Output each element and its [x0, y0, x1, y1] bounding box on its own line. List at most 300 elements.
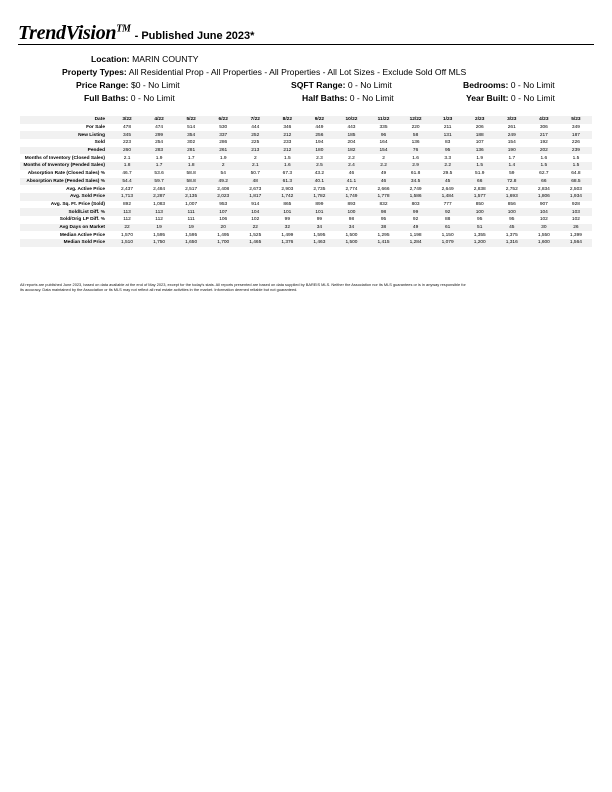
table-row [20, 201, 592, 209]
table-cell: 865 [271, 201, 303, 209]
table-cell: 302 [175, 139, 207, 147]
table-cell: 3.3 [432, 154, 464, 162]
table-row [20, 154, 592, 162]
table-cell: 1,484 [432, 193, 464, 201]
table-row [20, 147, 592, 155]
table-cell: 46 [368, 178, 400, 186]
table-cell: 2.5 [303, 162, 335, 170]
criteria-label: Price Range: [76, 80, 129, 90]
table-cell: 856 [496, 201, 528, 209]
table-cell: 1,499 [271, 231, 303, 239]
table-cell: 40.1 [303, 178, 335, 186]
table-cell: 107 [207, 208, 239, 216]
table-cell: 22 [111, 224, 143, 232]
table-cell: 20 [207, 224, 239, 232]
table-row [20, 224, 592, 232]
table-cell: 104 [239, 208, 271, 216]
table-cell: 22 [239, 224, 271, 232]
table-cell: 1,782 [303, 193, 335, 201]
table-cell: 45 [496, 224, 528, 232]
table-cell: 892 [111, 201, 143, 209]
table-cell: 164 [368, 139, 400, 147]
table-cell: 256 [303, 131, 335, 139]
table-cell: 239 [560, 147, 592, 155]
table-cell: 51.9 [464, 170, 496, 178]
table-cell: 100 [335, 208, 367, 216]
table-cell: 2,673 [239, 185, 271, 193]
table-cell: 1,595 [303, 231, 335, 239]
column-header-month: 8/22 [271, 116, 303, 124]
row-label: Sold/Orig LP Diff. % [20, 216, 111, 224]
table-cell: 98 [335, 216, 367, 224]
table-row [20, 162, 592, 170]
table-cell: 106 [207, 216, 239, 224]
table-cell: 261 [207, 147, 239, 155]
table-cell: 53.6 [143, 170, 175, 178]
table-cell: 64.8 [560, 170, 592, 178]
table-cell: 1,150 [432, 231, 464, 239]
table-cell: 83 [432, 139, 464, 147]
criteria-label: Bedrooms: [463, 80, 509, 90]
table-cell: 2,135 [175, 193, 207, 201]
table-cell: 102 [560, 216, 592, 224]
table-cell: 1,399 [560, 231, 592, 239]
table-cell: 514 [175, 124, 207, 132]
table-cell: 1.5 [464, 162, 496, 170]
table-cell: 211 [432, 124, 464, 132]
table-cell: 51 [464, 224, 496, 232]
table-cell: 2,287 [143, 193, 175, 201]
column-header-month: 2/23 [464, 116, 496, 124]
table-cell: 2 [207, 162, 239, 170]
table-cell: 1,007 [175, 201, 207, 209]
table-cell: 1.5 [560, 162, 592, 170]
table-cell: 1.6 [271, 162, 303, 170]
table-cell: 233 [271, 139, 303, 147]
row-label: Avg. Sq. Ft. Price (Sold) [20, 201, 111, 209]
table-cell: 349 [560, 124, 592, 132]
table-cell: 1.9 [143, 154, 175, 162]
table-cell: 1,750 [143, 239, 175, 247]
criteria-value: 0 - No Limit [510, 93, 555, 103]
table-cell: 2.1 [239, 162, 271, 170]
table-row [20, 131, 592, 139]
disclaimer-line: All reports are published June 2023, based on data available at the end of May 2023, except for the today's stats. All reports presented are based on data supplied by BAREIS MLS. Neither the Association nor its MLS guarantees or is in anyway responsible for [20, 282, 466, 287]
table-cell: 99 [303, 216, 335, 224]
column-header-month: 12/22 [400, 116, 432, 124]
table-cell: 2,649 [432, 185, 464, 193]
table-cell: 131 [432, 131, 464, 139]
table-cell: 223 [111, 139, 143, 147]
table-row [20, 208, 592, 216]
table-row [20, 170, 592, 178]
table-cell: 893 [335, 201, 367, 209]
table-cell: 180 [303, 147, 335, 155]
disclaimer-line: its accuracy. Data maintained by the Association or its MLS may not reflect all real estate activities in the market. Information deemed reliable but not guaranteed. [20, 287, 298, 293]
table-cell: 92 [400, 216, 432, 224]
table-cell: 1,586 [400, 193, 432, 201]
criteria-label: Year Built: [466, 93, 509, 103]
table-cell: 26 [560, 224, 592, 232]
table-row [20, 193, 592, 201]
table-cell: 1,465 [239, 239, 271, 247]
criteria-value: 0 - No Limit [347, 80, 392, 90]
table-cell: 444 [239, 124, 271, 132]
table-cell: 1,700 [207, 239, 239, 247]
table-cell: 2,437 [111, 185, 143, 193]
table-cell: 953 [207, 201, 239, 209]
table-cell: 1.7 [143, 162, 175, 170]
column-header-month: 3/23 [496, 116, 528, 124]
table-cell: 1,463 [303, 239, 335, 247]
table-cell: 1,595 [143, 231, 175, 239]
table-cell: 2,774 [335, 185, 367, 193]
table-cell: 2 [239, 154, 271, 162]
table-cell: 914 [239, 201, 271, 209]
trendvision-logo [18, 22, 131, 45]
table-cell: 62.7 [528, 170, 560, 178]
table-cell: 1,713 [111, 193, 143, 201]
table-cell: 2.2 [335, 154, 367, 162]
table-header-row [20, 116, 592, 124]
criteria-label: Half Baths: [302, 93, 348, 103]
row-label: Sold/List Diff. % [20, 208, 111, 216]
table-cell: 49 [368, 170, 400, 178]
table-cell: 283 [143, 147, 175, 155]
row-label: New Listing [20, 131, 111, 139]
table-cell: 2,023 [207, 193, 239, 201]
table-cell: 54 [207, 170, 239, 178]
row-label: Sold [20, 139, 111, 147]
criteria-value: $0 - No Limit [130, 80, 180, 90]
row-label: Avg Days on Market [20, 224, 111, 232]
table-cell: 2.4 [335, 162, 367, 170]
criteria-value: All Residential Prop - All Properties - All Properties - All Lot Sizes - Exclude Sold Off MLS [128, 67, 467, 77]
table-cell: 1,595 [175, 231, 207, 239]
table-cell: 103 [560, 208, 592, 216]
table-cell: 1,778 [368, 193, 400, 201]
table-cell: 34.5 [400, 178, 432, 186]
table-cell: 188 [464, 131, 496, 139]
table-cell: 66 [528, 178, 560, 186]
table-cell: 58.8 [175, 178, 207, 186]
table-cell: 67.3 [271, 170, 303, 178]
table-cell: 2,838 [464, 185, 496, 193]
table-cell: 59 [496, 170, 528, 178]
table-cell: 346 [271, 124, 303, 132]
table-cell: 907 [528, 201, 560, 209]
criteria-bedrooms [463, 80, 555, 90]
table-cell: 104 [528, 208, 560, 216]
table-cell: 100 [464, 208, 496, 216]
logo-trademark: TM [116, 23, 131, 35]
table-cell: 2,408 [207, 185, 239, 193]
table-cell: 1,525 [239, 231, 271, 239]
table-cell: 2,517 [175, 185, 207, 193]
disclaimer-footnote [20, 282, 592, 292]
table-cell: 1,742 [271, 193, 303, 201]
table-cell: 1.5 [271, 154, 303, 162]
table-cell: 2,503 [560, 185, 592, 193]
table-cell: 1,295 [368, 231, 400, 239]
table-cell: 204 [335, 139, 367, 147]
logo-text: TrendVision [18, 22, 117, 44]
row-label: For Sale [20, 124, 111, 132]
table-cell: 202 [528, 147, 560, 155]
table-cell: 1,577 [464, 193, 496, 201]
table-cell: 34 [303, 224, 335, 232]
table-cell: 225 [239, 139, 271, 147]
table-cell: 443 [335, 124, 367, 132]
criteria-label: Full Baths: [84, 93, 129, 103]
table-cell: 1,198 [400, 231, 432, 239]
table-cell: 49.2 [207, 178, 239, 186]
table-cell: 43.2 [303, 170, 335, 178]
column-header-month: 4/22 [143, 116, 175, 124]
table-cell: 102 [528, 216, 560, 224]
table-cell: 213 [239, 147, 271, 155]
table-cell: 154 [496, 139, 528, 147]
criteria-label: SQFT Range: [291, 80, 346, 90]
table-cell: 1.6 [400, 154, 432, 162]
table-cell: 2.3 [303, 154, 335, 162]
table-cell: 187 [560, 131, 592, 139]
table-cell: 41.1 [335, 178, 367, 186]
row-label: Absorption Rate (Pended Sales) % [20, 178, 111, 186]
criteria-year-built [466, 93, 555, 103]
table-cell: 61.3 [271, 178, 303, 186]
table-cell: 88 [432, 216, 464, 224]
table-cell: 113 [143, 208, 175, 216]
table-row [20, 178, 592, 186]
criteria-sqft-range [291, 80, 392, 90]
column-header-month: 9/22 [303, 116, 335, 124]
criteria-value: MARIN COUNTY [132, 54, 199, 64]
table-row [20, 231, 592, 239]
table-cell: 154 [368, 147, 400, 155]
table-cell: 46.7 [111, 170, 143, 178]
table-cell: 136 [464, 147, 496, 155]
row-label: Months of Inventory (Closed Sales) [20, 154, 111, 162]
table-cell: 2.9 [400, 162, 432, 170]
table-cell: 68.5 [560, 178, 592, 186]
criteria-value: 0 - No Limit [510, 80, 555, 90]
table-cell: 113 [111, 208, 143, 216]
table-cell: 252 [239, 131, 271, 139]
table-cell: 249 [496, 131, 528, 139]
table-cell: 96 [368, 131, 400, 139]
table-cell: 46 [335, 170, 367, 178]
table-cell: 101 [303, 208, 335, 216]
table-cell: 299 [143, 131, 175, 139]
table-cell: 306 [528, 124, 560, 132]
table-cell: 1.5 [560, 154, 592, 162]
row-label: Avg. Active Price [20, 185, 111, 193]
column-header-month: 5/22 [175, 116, 207, 124]
table-cell: 2,749 [400, 185, 432, 193]
column-header-month: 1/23 [432, 116, 464, 124]
table-cell: 1,200 [464, 239, 496, 247]
table-cell: 530 [207, 124, 239, 132]
row-label: Avg. Sold Price [20, 193, 111, 201]
table-cell: 1,284 [400, 239, 432, 247]
table-cell: 2.1 [111, 154, 143, 162]
row-label: Absorption Rate (Closed Sales) % [20, 170, 111, 178]
table-cell: 281 [175, 147, 207, 155]
table-cell: 111 [175, 208, 207, 216]
table-cell: 335 [368, 124, 400, 132]
table-cell: 2,666 [368, 185, 400, 193]
table-cell: 95 [464, 216, 496, 224]
row-label: Months of Inventory (Pended Sales) [20, 162, 111, 170]
table-cell: 1.9 [207, 154, 239, 162]
table-cell: 1,564 [560, 239, 592, 247]
table-cell: 99 [271, 216, 303, 224]
criteria-location [91, 54, 198, 64]
criteria-label: Location: [91, 54, 130, 64]
table-cell: 1,500 [335, 239, 367, 247]
table-row [20, 239, 592, 247]
table-cell: 92 [432, 208, 464, 216]
table-cell: 48 [239, 178, 271, 186]
column-header-month: 10/22 [335, 116, 367, 124]
criteria-value: 0 - No Limit [130, 93, 175, 103]
table-cell: 1,650 [175, 239, 207, 247]
table-cell: 1,316 [496, 239, 528, 247]
table-cell: 899 [303, 201, 335, 209]
table-cell: 136 [400, 139, 432, 147]
row-label: Median Active Price [20, 231, 111, 239]
header-divider [18, 44, 594, 45]
table-cell: 49 [400, 224, 432, 232]
column-header-month: 3/22 [111, 116, 143, 124]
table-cell: 220 [400, 124, 432, 132]
table-cell: 95 [496, 216, 528, 224]
table-cell: 112 [111, 216, 143, 224]
table-cell: 1,415 [368, 239, 400, 247]
table-cell: 1.5 [528, 162, 560, 170]
column-header-month: 4/23 [528, 116, 560, 124]
table-row [20, 124, 592, 132]
table-cell: 30 [528, 224, 560, 232]
table-cell: 928 [560, 201, 592, 209]
table-cell: 1,495 [207, 231, 239, 239]
market-stats-table [20, 116, 592, 247]
table-cell: 32 [271, 224, 303, 232]
table-cell: 803 [400, 201, 432, 209]
table-cell: 72.8 [496, 178, 528, 186]
table-cell: 102 [239, 216, 271, 224]
table-cell: 777 [432, 201, 464, 209]
table-cell: 100 [496, 208, 528, 216]
criteria-full-baths [84, 93, 175, 103]
table-cell: 2,834 [528, 185, 560, 193]
table-cell: 449 [303, 124, 335, 132]
table-cell: 50.7 [239, 170, 271, 178]
table-cell: 1,817 [239, 193, 271, 201]
table-cell: 182 [335, 147, 367, 155]
row-label: Median Sold Price [20, 239, 111, 247]
table-cell: 194 [303, 139, 335, 147]
table-cell: 29.5 [432, 170, 464, 178]
table-cell: 2,735 [303, 185, 335, 193]
table-cell: 206 [464, 124, 496, 132]
table-cell: 1,600 [528, 239, 560, 247]
table-cell: 832 [368, 201, 400, 209]
table-cell: 1.7 [175, 154, 207, 162]
column-header-month: 6/22 [207, 116, 239, 124]
table-cell: 66 [464, 178, 496, 186]
table-cell: 1.8 [111, 162, 143, 170]
table-cell: 261 [496, 124, 528, 132]
table-cell: 1,375 [496, 231, 528, 239]
criteria-property-types [62, 67, 466, 77]
table-cell: 58 [400, 131, 432, 139]
criteria-half-baths [302, 93, 394, 103]
table-cell: 286 [207, 139, 239, 147]
table-cell: 212 [271, 131, 303, 139]
table-cell: 2.2 [368, 162, 400, 170]
table-cell: 192 [528, 139, 560, 147]
table-cell: 217 [528, 131, 560, 139]
table-cell: 54.4 [111, 178, 143, 186]
column-header-month: 11/22 [368, 116, 400, 124]
table-cell: 1,355 [464, 231, 496, 239]
table-cell: 1,934 [560, 193, 592, 201]
table-cell: 101 [271, 208, 303, 216]
table-cell: 1.4 [496, 162, 528, 170]
table-cell: 850 [464, 201, 496, 209]
table-cell: 2,752 [496, 185, 528, 193]
table-cell: 76 [400, 147, 432, 155]
table-cell: 59.7 [143, 178, 175, 186]
table-cell: 337 [207, 131, 239, 139]
table-cell: 1,500 [335, 231, 367, 239]
table-cell: 58.8 [175, 170, 207, 178]
column-header-month: 5/23 [560, 116, 592, 124]
criteria-label: Property Types: [62, 67, 127, 77]
table-cell: 61.8 [400, 170, 432, 178]
table-cell: 1,083 [143, 201, 175, 209]
table-cell: 99 [400, 208, 432, 216]
table-cell: 2.2 [432, 162, 464, 170]
table-cell: 98 [368, 208, 400, 216]
table-cell: 190 [496, 147, 528, 155]
table-cell: 38 [368, 224, 400, 232]
table-cell: 1,376 [271, 239, 303, 247]
table-cell: 111 [175, 216, 207, 224]
table-cell: 260 [111, 147, 143, 155]
table-cell: 95 [432, 147, 464, 155]
table-cell: 226 [560, 139, 592, 147]
table-cell: 19 [175, 224, 207, 232]
row-label: Pended [20, 147, 111, 155]
table-cell: 1.7 [496, 154, 528, 162]
table-cell: 45 [432, 178, 464, 186]
table-cell: 2,484 [143, 185, 175, 193]
table-cell: 474 [143, 124, 175, 132]
table-cell: 34 [335, 224, 367, 232]
criteria-price-range [76, 80, 180, 90]
table-cell: 19 [143, 224, 175, 232]
table-cell: 61 [432, 224, 464, 232]
table-cell: 1,079 [432, 239, 464, 247]
table-cell: 95 [368, 216, 400, 224]
criteria-value: 0 - No Limit [349, 93, 394, 103]
table-cell: 107 [464, 139, 496, 147]
table-cell: 354 [175, 131, 207, 139]
table-cell: 345 [111, 131, 143, 139]
